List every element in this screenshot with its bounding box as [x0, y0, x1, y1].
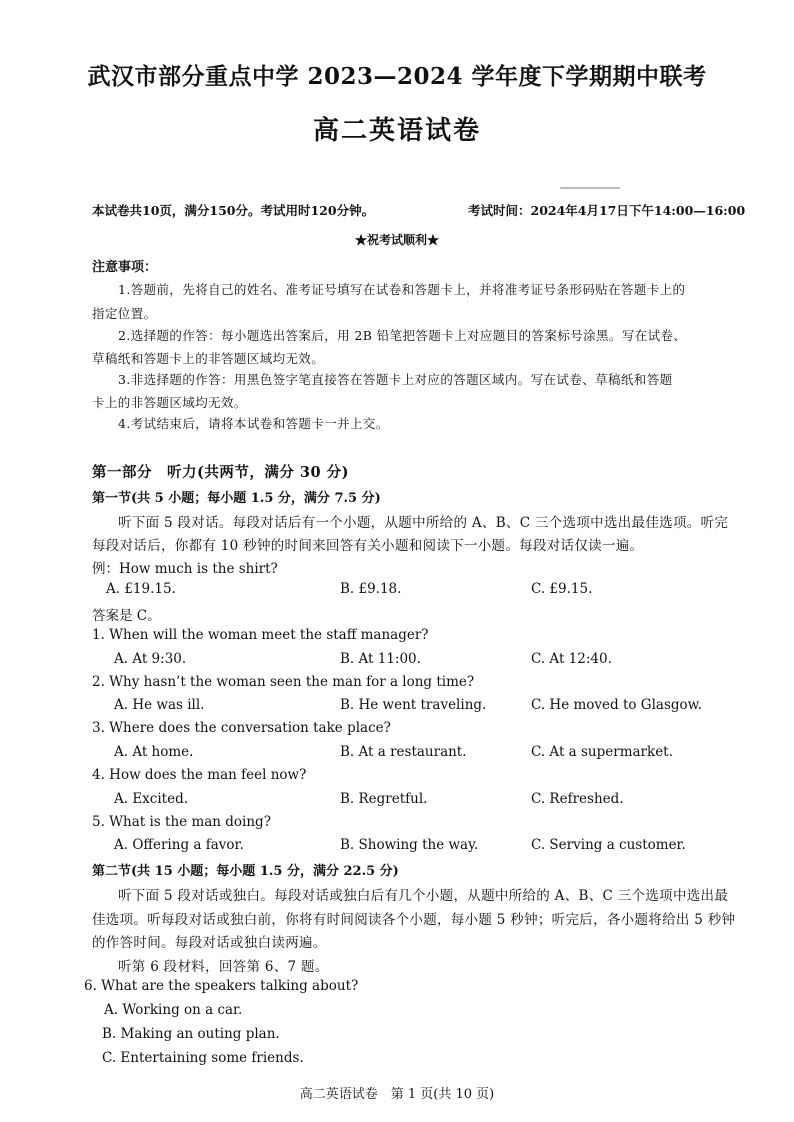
- question-4-option-a: A. Excited.: [114, 791, 189, 807]
- example-answer: 答案是 C。: [92, 608, 161, 624]
- question-5: 5. What is the man doing?: [92, 814, 271, 830]
- section2-heading: 第二节(共 15 小题；每小题 1.5 分，满分 22.5 分): [92, 864, 399, 879]
- question-6-option-c: C. Entertaining some friends.: [102, 1050, 304, 1066]
- exam-info-right: 考试时间：2024年4月17日下午14:00—16:00: [468, 203, 746, 218]
- section1-instructions-cont: 每段对话后，你都有 10 秒钟的时间来回答有关小题和阅读下一小题。每段对话仅读一遍。: [92, 538, 644, 554]
- question-3-option-c: C. At a supermarket.: [531, 744, 673, 760]
- material-note: 听第 6 段材料，回答第 6、7 题。: [118, 959, 329, 975]
- question-1-option-c: C. At 12:40.: [531, 651, 612, 667]
- good-luck-line: ★祝考试顺利★: [354, 233, 439, 247]
- page-footer: 高二英语试卷 第 1 页(共 10 页): [299, 1087, 495, 1102]
- notice-item-1-cont: 指定位置。: [92, 306, 157, 321]
- question-3: 3. Where does the conversation take place?: [92, 720, 391, 736]
- exam-info-left: 本试卷共10页，满分150分。考试用时120分钟。: [92, 203, 375, 218]
- notice-item-1: 1.答题前，先将自己的姓名、准考证号填写在试卷和答题卡上，并将准考证号条形码贴在答题卡上的: [118, 282, 686, 297]
- question-6-option-a: A. Working on a car.: [104, 1002, 243, 1018]
- example-question: 例：How much is the shirt?: [92, 561, 278, 577]
- question-5-option-a: A. Offering a favor.: [114, 837, 244, 853]
- example-option-c: C. £9.15.: [531, 581, 593, 597]
- question-6: 6. What are the speakers talking about?: [84, 978, 359, 994]
- question-4-option-b: B. Regretful.: [340, 791, 428, 807]
- section2-instructions-end: 的作答时间。每段对话或独白读两遍。: [92, 935, 327, 951]
- section2-instructions: 听下面 5 段对话或独白。每段对话或独白后有几个小题，从题中所给的 A、B、C 三个选项中选出最: [118, 888, 729, 904]
- question-6-option-b: B. Making an outing plan.: [102, 1026, 280, 1042]
- question-5-option-b: B. Showing the way.: [340, 837, 479, 853]
- section1-instructions: 听下面 5 段对话。每段对话后有一个小题，从题中所给的 A、B、C 三个选项中选出最佳选项。听完: [118, 515, 729, 531]
- section2-instructions-cont: 佳选项。听每段对话或独白前，你将有时间阅读各个小题，每小题 5 秒钟；听完后，各小题将给出 5 秒钟: [92, 912, 736, 928]
- question-4-option-c: C. Refreshed.: [531, 791, 624, 807]
- exam-subtitle: 高二英语试卷: [312, 116, 481, 146]
- section1-heading: 第一节(共 5 小题；每小题 1.5 分，满分 7.5 分): [92, 491, 381, 506]
- question-1-option-b: B. At 11:00.: [340, 651, 421, 667]
- part-heading: 第一部分 听力(共两节，满分 30 分): [92, 464, 349, 481]
- question-1-option-a: A. At 9:30.: [114, 651, 187, 667]
- question-2-option-c: C. He moved to Glasgow.: [531, 697, 702, 713]
- example-option-b: B. £9.18.: [340, 581, 402, 597]
- example-option-a: A. £19.15.: [106, 581, 176, 597]
- question-4: 4. How does the man feel now?: [92, 767, 307, 783]
- notice-item-2-cont: 草稿纸和答题卡上的非答题区域均无效。: [92, 351, 325, 366]
- question-3-option-a: A. At home.: [114, 744, 194, 760]
- notice-item-3-cont: 卡上的非答题区域均无效。: [92, 395, 247, 410]
- notice-item-4: 4.考试结束后，请将本试卷和答题卡一并上交。: [118, 416, 389, 431]
- notice-item-2: 2.选择题的作答：每小题选出答案后，用 2B 铅笔把答题卡上对应题目的答案标号涂黑。写在试卷、: [118, 328, 687, 343]
- question-1: 1. When will the woman meet the staff manager?: [92, 627, 429, 643]
- question-3-option-b: B. At a restaurant.: [340, 744, 467, 760]
- notice-heading: 注意事项：: [92, 260, 158, 275]
- question-2-option-b: B. He went traveling.: [340, 697, 487, 713]
- question-2-option-a: A. He was ill.: [114, 697, 205, 713]
- notice-item-3: 3.非选择题的作答：用黑色签字笔直接答在答题卡上对应的答题区域内。写在试卷、草稿纸和答题: [118, 372, 673, 387]
- scan-mark: [560, 187, 620, 189]
- question-5-option-c: C. Serving a customer.: [531, 837, 686, 853]
- question-2: 2. Why hasn’t the woman seen the man for a long time?: [92, 674, 475, 690]
- exam-title: 武汉市部分重点中学 2023—2024 学年度下学期期中联考: [87, 63, 707, 90]
